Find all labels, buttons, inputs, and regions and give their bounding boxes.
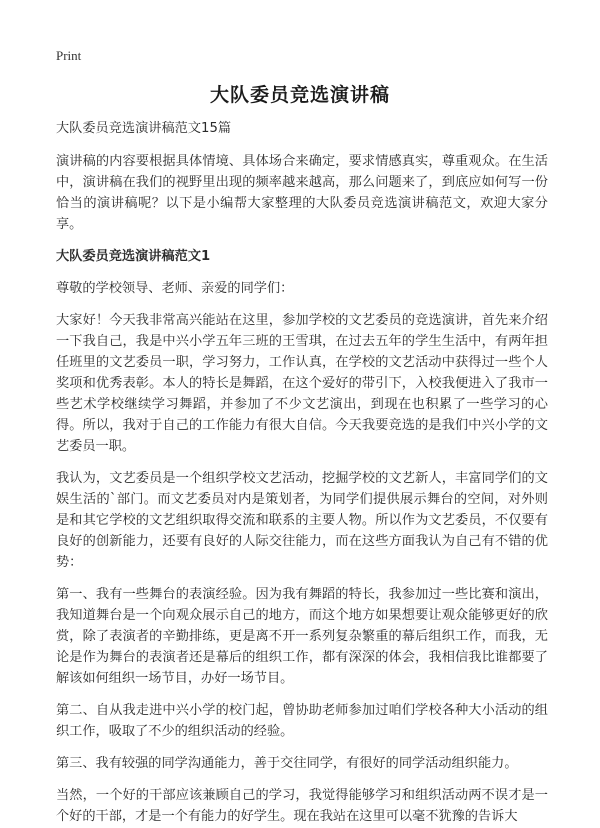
document-body	[56, 118, 548, 828]
paragraph-point-two: 第二、自从我走进中兴小学的校门起，曾协助老师参加过咱们学校各种大小活动的组织工作，吸取了不少的组织活动的经验。	[56, 703, 548, 739]
paragraph-role-description: 我认为，文艺委员是一个组织学校文艺活动，挖掘学校的文艺新人，丰富同学们的文娱生活的`部门。而文艺委员对内是策划者，为同学们提供展示舞台的空间，对外则是和其它学校的文艺组织取得交流和联系的主要人物。所以作为文艺委员，不仅要有良好的创新能力，还要有良好的人际交往能力，而在这些方面我认为自己有不错的优势：	[56, 471, 548, 570]
paragraph-conclusion: 当然，一个好的干部应该兼顾自己的学习，我觉得能够学习和组织活动两不误才是一个好的干部，才是一个有能力的好学生。现在我站在这里可以毫不犹豫的告诉大	[56, 788, 548, 824]
print-label: Print	[56, 48, 82, 63]
section-heading: 大队委员竞选演讲稿范文1	[56, 249, 211, 264]
paragraph-point-three: 第三、我有较强的同学沟通能力，善于交往同学，有很好的同学活动组织能力。	[56, 756, 518, 771]
intro-paragraph: 演讲稿的内容要根据具体情境、具体场合来确定，要求情感真实，尊重观众。在生活中，演讲稿在我们的视野里出现的频率越来越高，那么问题来了，到底应如何写一份恰当的演讲稿呢？以下是小编帮大家整理的大队委员竞选演讲稿范文，欢迎大家分享。	[56, 154, 548, 232]
paragraph-self-intro: 大家好！今天我非常高兴能站在这里，参加学校的文艺委员的竞选演讲，首先来介绍一下我自己，我是中兴小学五年三班的王雪琪，在过去五年的学生生活中，有两年担任班里的文艺委员一职，学习努力，工作认真，在学校的文艺活动中获得过一些个人奖项和优秀表彰。本人的特长是舞蹈，在这个爱好的带引下，入校我便进入了我市一些艺术学校继续学习舞蹈，并参加了不少文艺演出，到现在也积累了一些学习的心得。所以，我对于自己的工作能力有很大自信。今天我要竞选的是我们中兴小学的文艺委员一职。	[56, 313, 548, 454]
document-subtitle: 大队委员竞选演讲稿范文15篇	[56, 121, 232, 136]
paragraph-point-one: 第一、我有一些舞台的表演经验。因为我有舞蹈的特长，我参加过一些比赛和演出，我知道舞台是一个向观众展示自己的地方，而这个地方如果想要让观众能够更好的欣赏，除了表演者的辛勤排练，更是离不开一系列复杂繁重的幕后组织工作，而我，无论是作为舞台的表演者还是幕后的组织工作，都有深深的体会，我相信我比谁都要了解该如何组织一场节目，办好一场节目。	[56, 587, 548, 686]
paragraph-greeting: 尊敬的学校领导、老师、亲爱的同学们：	[56, 281, 294, 296]
page-title: 大队委员竞选演讲稿	[209, 84, 390, 106]
